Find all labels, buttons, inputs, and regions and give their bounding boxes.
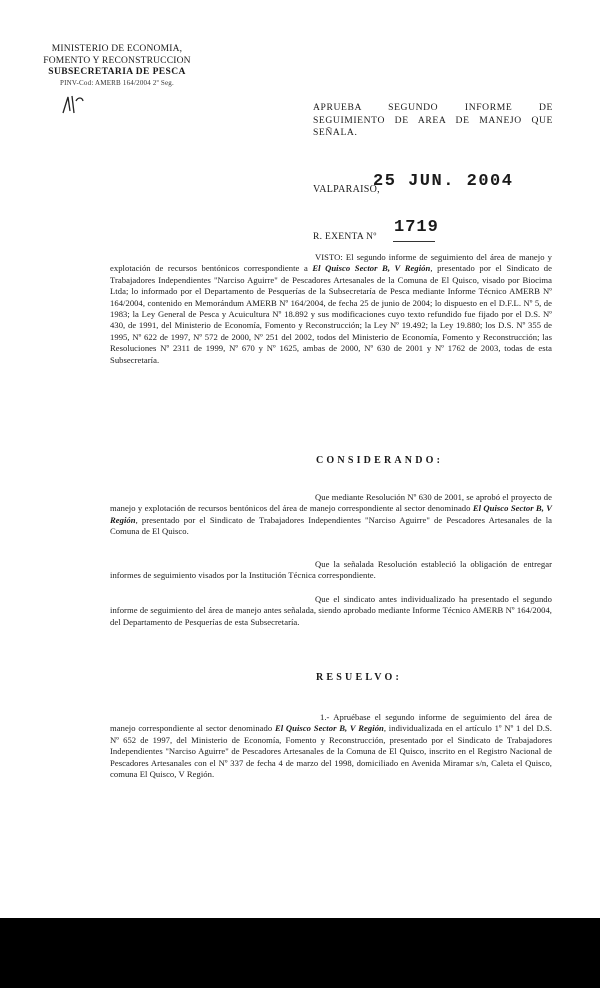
sector-name-emphasis: El Quisco Sector B, V Región (312, 263, 431, 274)
resolution-label: R. EXENTA Nº (313, 232, 377, 242)
date-stamp: 25 JUN. 2004 (373, 172, 514, 191)
considerando-heading: CONSIDERANDO: (316, 455, 444, 466)
header-ministry-line-2: FOMENTO Y RECONSTRUCCION (43, 55, 191, 66)
considerando-item-1 (110, 492, 552, 538)
visto-paragraph (110, 252, 552, 366)
ministry-header (22, 44, 212, 88)
resuelvo-heading: RESUELVO: (316, 672, 403, 683)
considerando-text-2: Que la señalada Resolución estableció la obligación de entregar informes de seguimiento visados por la Institución Técnica correspondiente. (110, 559, 552, 581)
considerando-text-3: Que el sindicato antes individualizado ha presentado el segundo informe de seguimiento del área de manejo antes señalada, siendo aprobado mediante Informe Técnico AMERB Nº 164/2004, del Departamento de Pesquerías de esta Subsecretaría. (110, 594, 552, 627)
visto-text: VISTO: El segundo informe de seguimiento del área de manejo y explotación de recursos bentónicos correspondiente a El Quisco Sector B, V Región, presentado por el Sindicato de Trabajadores Independientes "Narciso Aguirre" de Pescadores Artesanales de la Comuna de El Quisco, visado por Biocima Ltda; lo informado por el Departamento de Pesquerías de la Subsecretaría de Pesca mediante Informe Técnico AMERB Nº 164/2004, contenido en Memorándum AMERB Nº 164/2004, de fecha 25 de junio de 2004; lo dispuesto en el D.F.L. Nº 5, de 1983; la Ley General de Pesca y Acuicultura Nº 18.892 y sus modificaciones cuyo texto refundido fue fijado por el D.S. Nº 430, de 1991, del Ministerio de Economía, Fomento y Reconstrucción; la Ley Nº 19.492; la Ley 19.880; los D.S. Nº 355 de 1995, Nº 622 de 1997, Nº 572 de 2000, Nº 251 del 2002, todos del Ministerio de Economía, Fomento y Reconstrucción; las Resoluciones Nº 2311 de 1999, Nº 670 y Nº 1625, ambas de 2000, Nº 630 de 2001 y Nº 1762 de 2003, todas de esta Subsecretaría. (110, 252, 552, 365)
resuelvo-text-1: 1.- Apruébase el segundo informe de seguimiento del área de manejo correspondiente al sector denominado El Quisco Sector B, V Región, individualizada en el artículo 1º Nº 1 del D.S. Nº 652 de 1997, del Ministerio de Economía, Fomento y Reconstrucción, presentado por el Sindicato de Trabajadores Independientes "Narciso Aguirre" de Pescadores Artesanales de la Comuna de El Quisco, inscrito en el Registro Nacional de Pescadores Artesanales con el Nº 337 de fecha 4 de marzo del 1998, domiciliado en Avenida Miramar s/n, Caleta el Quisco, comuna El Quisco, V Región. (110, 712, 552, 780)
scan-bottom-band (0, 918, 600, 988)
header-subsecretaria: SUBSECRETARIA DE PESCA (48, 67, 186, 77)
resolution-number-block (313, 218, 553, 248)
place-date (313, 172, 553, 202)
handwritten-initials-icon (60, 93, 86, 115)
resolution-number: 1719 (394, 218, 439, 237)
considerando-item-2 (110, 559, 552, 582)
header-ministry-line: MINISTERIO DE ECONOMIA, (51, 44, 183, 54)
resuelvo-item-1 (110, 712, 552, 780)
considerando-item-3 (110, 594, 552, 628)
considerando-text-1: Que mediante Resolución Nº 630 de 2001, se aprobó el proyecto de manejo y explotación de recursos bentónicos del área de manejo correspondiente al sector denominado El Quisco Sector B, V Región, presentado por el Sindicato de Trabajadores Independientes "Narciso Aguirre" de Pescadores Artesanales de la Comuna de El Quisco. (110, 492, 552, 537)
document-subject: APRUEBA SEGUNDO INFORME DE SEGUIMIENTO DE AREA DE MANEJO QUE SEÑALA. (313, 102, 553, 138)
sector-name-emphasis: El Quisco Sector B, V Región (274, 723, 384, 734)
header-reference-code: PINV-Cod: AMERB 164/2004 2º Seg. (60, 78, 174, 87)
resolution-underline (393, 241, 435, 242)
place-label: VALPARAISO, (313, 184, 380, 195)
sector-name-emphasis: El Quisco Sector B, V Región (110, 503, 552, 525)
